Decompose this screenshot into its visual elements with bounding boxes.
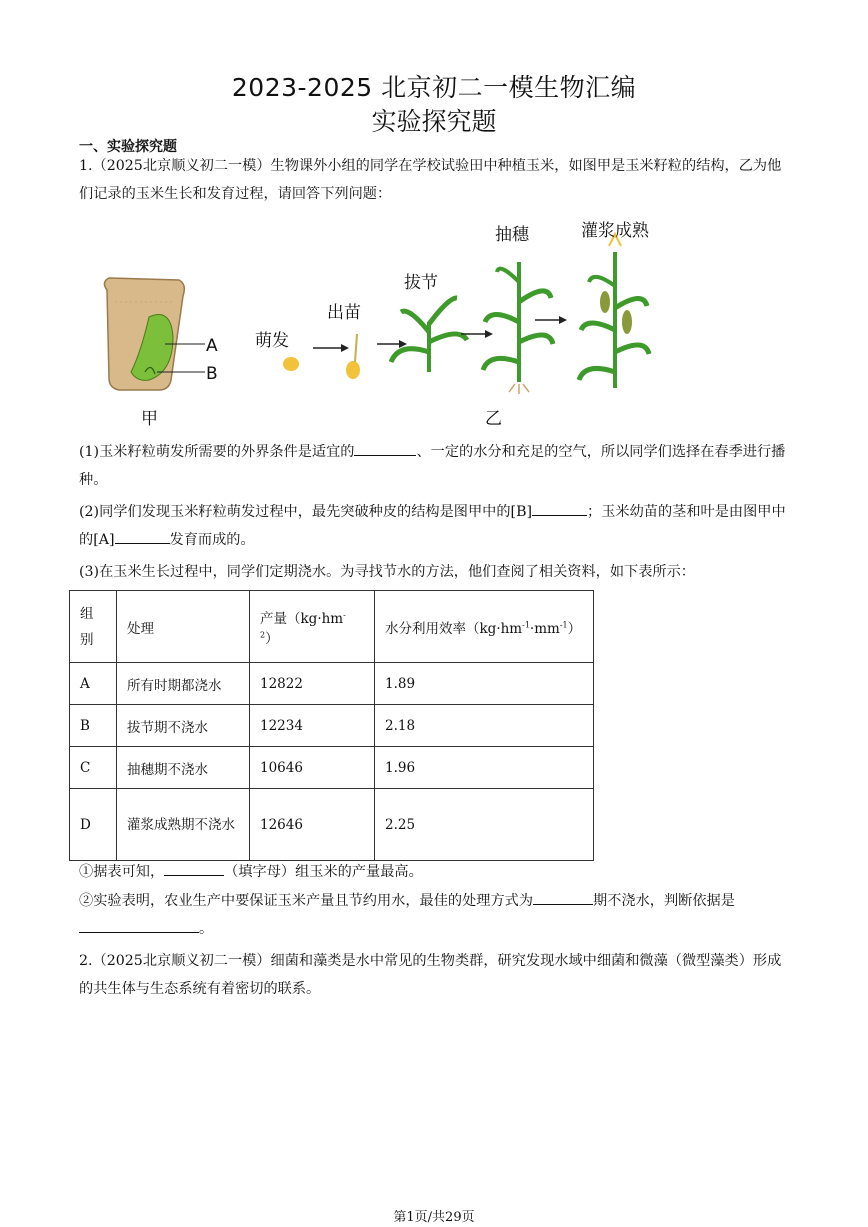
document-title: 2023-2025 北京初二一模生物汇编 bbox=[231, 73, 637, 102]
corn-growth-figure bbox=[79, 212, 719, 432]
header-group: 组别 bbox=[70, 591, 117, 663]
answer-blank bbox=[532, 500, 587, 516]
corn-seed-structure bbox=[104, 278, 205, 390]
label-B: B bbox=[206, 364, 218, 384]
answer-blank bbox=[164, 860, 224, 876]
page-footer: 第1页/共29页 bbox=[393, 1210, 475, 1225]
germinating-seed bbox=[283, 357, 299, 371]
heading-plant bbox=[483, 262, 567, 394]
section-heading: 一、实验探究题 bbox=[79, 139, 177, 155]
header-water-efficiency: 水分利用效率$(kg\cdot hm^{-1}\cdot mm^{-1})$ bbox=[375, 591, 594, 663]
table-row: A 所有时期都浇水 12822 1.89 bbox=[70, 663, 594, 705]
stage-heading: 抽穗 bbox=[495, 225, 529, 245]
question-1-part-2: (2)同学们发现玉米籽粒萌发过程中，最先突破种皮的结构是图甲中的[B] ；玉米幼苗的茎和叶是由图甲中的[A] 发育而成的。 bbox=[79, 498, 794, 554]
answer-blank bbox=[79, 917, 199, 933]
answer-blank bbox=[354, 440, 416, 456]
question-1-part-3: (3)在玉米生长过程中，同学们定期浇水。为寻找节水的方法，他们查阅了相关资料，如下表所示： bbox=[79, 564, 695, 580]
stage-emergence: 出苗 bbox=[327, 303, 361, 323]
question-1-intro: 1.（2025北京顺义初二一模）生物课外小组的同学在学校试验田中种植玉米，如图甲是玉米籽粒的结构，乙为他们记录的玉米生长和发育过程，请回答下列问题： bbox=[79, 158, 782, 202]
table-row: B 拔节期不浇水 12234 2.18 bbox=[70, 705, 594, 747]
stage-germination: 萌发 bbox=[255, 331, 289, 351]
label-yi: 乙 bbox=[485, 409, 502, 429]
table-row: D 灌浆成熟期不浇水 12646 2.25 bbox=[70, 789, 594, 861]
question-1-sub-1: ①据表可知， （填字母）组玉米的产量最高。 bbox=[79, 858, 794, 886]
table-header-row bbox=[70, 591, 594, 663]
question-1-sub-2: ②实验表明，农业生产中要保证玉米产量且节约用水，最佳的处理方式为 期不浇水，判断依据是。 bbox=[79, 887, 794, 943]
answer-blank bbox=[533, 889, 593, 905]
question-1-part-1: (1)玉米籽粒萌发所需要的外界条件是适宜的 、一定的水分和充足的空气，所以同学们选择在春季进行播种。 bbox=[79, 438, 794, 494]
document-subtitle: 实验探究题 bbox=[371, 107, 497, 136]
jointing-plant bbox=[391, 298, 493, 372]
irrigation-table bbox=[69, 590, 594, 861]
label-jia: 甲 bbox=[141, 409, 158, 429]
stage-jointing: 拔节 bbox=[404, 273, 438, 293]
corn-illustration bbox=[79, 212, 719, 432]
table-row: C 抽穗期不浇水 10646 1.96 bbox=[70, 747, 594, 789]
mature-plant bbox=[579, 234, 649, 388]
question-2: 2.（2025北京顺义初二一模）细菌和藻类是水中常见的生物类群，研究发现水域中细菌和微藻（微型藻类）形成的共生体与生态系统有着密切的联系。 bbox=[79, 953, 782, 997]
stage-maturity: 灌浆成熟 bbox=[581, 221, 649, 241]
header-treatment: 处理 bbox=[117, 591, 250, 663]
answer-blank bbox=[115, 528, 170, 544]
seedling bbox=[346, 334, 407, 379]
header-yield: 产量$(kg\cdot hm^{-2})$ bbox=[250, 591, 375, 663]
label-A: A bbox=[206, 336, 218, 356]
